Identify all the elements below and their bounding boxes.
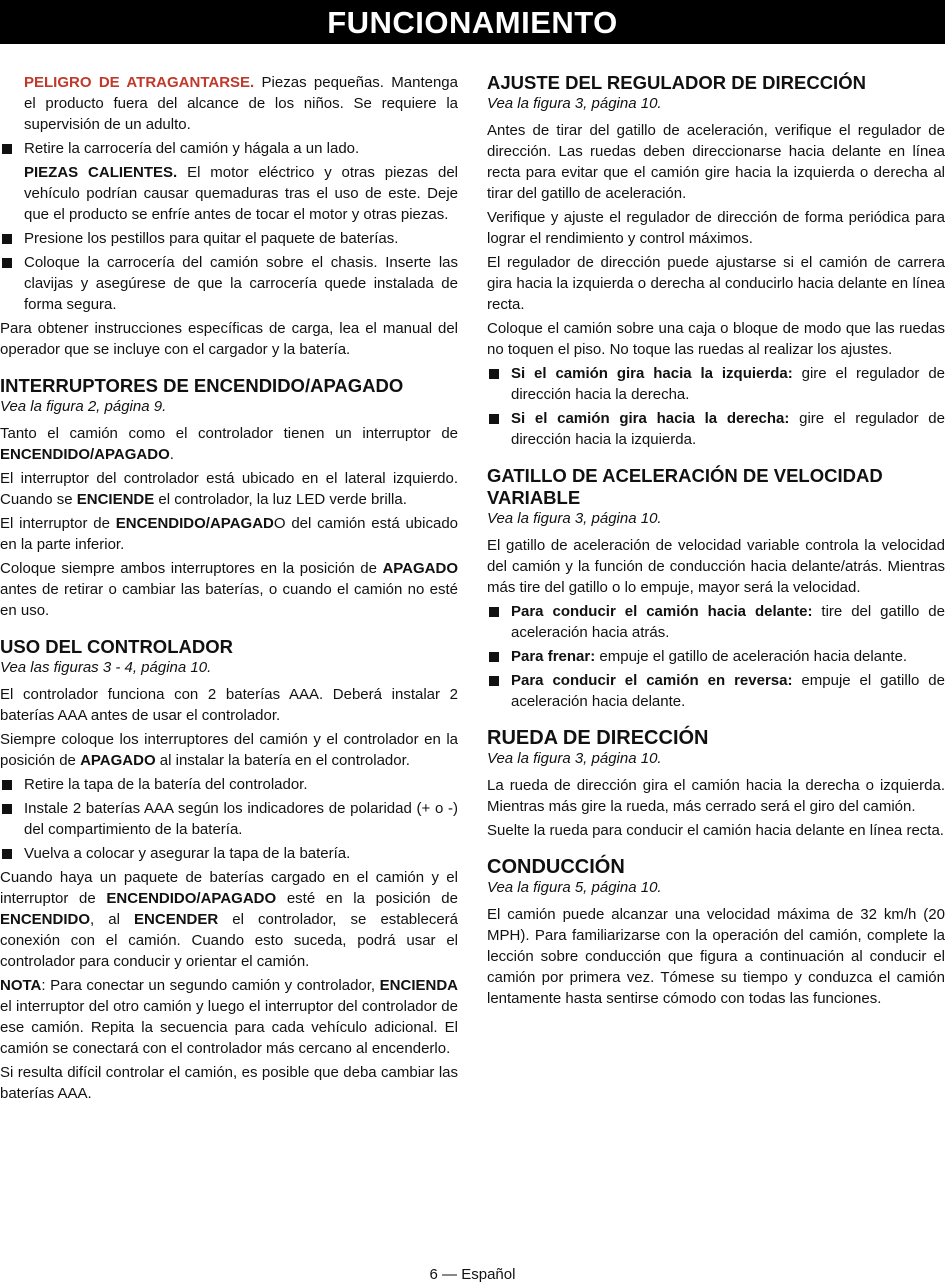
figure-reference: Vea la figura 3, página 10. — [487, 750, 662, 767]
bullet-square-icon — [2, 144, 12, 154]
list-item: Para conducir el camión en reversa: empuje el gatillo de aceleración hacia delante. — [487, 670, 945, 712]
page-banner: FUNCIONAMIENTO — [0, 0, 945, 44]
paragraph: Si resulta difícil controlar el camión, es posible que deba cambiar las baterías AAA. — [0, 1064, 458, 1102]
paragraph: El controlador funciona con 2 baterías AAA. Deberá instalar 2 baterías AAA antes de usar el controlador. — [0, 686, 458, 724]
bullet-square-icon — [489, 369, 499, 379]
page-footer: 6 — Español — [429, 1266, 516, 1283]
list-item: Retire la carrocería del camión y hágala a un lado. — [0, 138, 458, 159]
bullet-square-icon — [2, 849, 12, 859]
section-title-controller: USO DEL CONTROLADOR — [0, 636, 233, 657]
list-item: Retire la tapa de la batería del controlador. — [0, 774, 458, 795]
paragraph: La rueda de dirección gira el camión hacia la derecha o izquierda. Mientras más gire la rueda, más cerrado será el giro del camión. — [487, 777, 945, 815]
figure-reference: Vea las figuras 3 - 4, página 10. — [0, 659, 212, 676]
bullet-square-icon — [2, 234, 12, 244]
paragraph: El interruptor de ENCENDIDO/APAGADO del camión está ubicado en la parte inferior. — [0, 515, 459, 553]
bullet-square-icon — [489, 652, 499, 662]
bullet-square-icon — [489, 414, 499, 424]
left-column — [0, 72, 458, 1107]
paragraph: Antes de tirar del gatillo de aceleración, verifique el regulador de dirección. Las ruedas deben direccionarse hacia delante en línea recta para evitar que el camión gire hacia la izquierda o derecha al tirar del gatillo de aceleración. — [487, 122, 945, 202]
right-column — [487, 72, 945, 1012]
list-item: Para frenar: empuje el gatillo de aceleración hacia delante. — [487, 646, 945, 667]
paragraph: Suelte la rueda para conducir el camión hacia delante en línea recta. — [487, 822, 944, 839]
list-item: Para conducir el camión hacia delante: tire del gatillo de aceleración hacia atrás. — [487, 601, 945, 643]
list-item: Coloque la carrocería del camión sobre el chasis. Inserte las clavijas y asegúrese de que la carrocería quede instalada de forma segura. — [0, 252, 458, 315]
paragraph: Cuando haya un paquete de baterías cargado en el camión y el interruptor de ENCENDIDO/APAGADO esté en la posición de ENCENDIDO, al ENCENDER el controlador, se establecerá conexión con el camión. Cuando esto suceda, podrá usar el controlador para conducir y orientar el camión. — [0, 869, 458, 970]
note-paragraph: NOTA: Para conectar un segundo camión y controlador, ENCIENDA el interruptor del otro camión y luego el interruptor del controlador de ese camión. Repita la secuencia para cada vehículo adicional. El camión se conectará con el controlador más cercano al encenderlo. — [0, 977, 458, 1057]
list-item: Presione los pestillos para quitar el paquete de baterías. — [0, 228, 458, 249]
bullet-square-icon — [2, 258, 12, 268]
figure-reference: Vea la figura 5, página 10. — [487, 879, 662, 896]
section-title-driving: CONDUCCIÓN — [487, 856, 625, 878]
list-item: Instale 2 baterías AAA según los indicadores de polaridad (+ o -) del compartimiento de la batería. — [0, 798, 458, 840]
paragraph: Coloque siempre ambos interruptores en la posición de APAGADO antes de retirar o cambiar las baterías, o cuando el camión no esté en uso. — [0, 560, 458, 619]
bullet-square-icon — [489, 607, 499, 617]
paragraph: El regulador de dirección puede ajustarse si el camión de carrera gira hacia la izquierda o derecha al conducirlo hacia delante en línea recta. — [487, 254, 945, 313]
paragraph: Coloque el camión sobre una caja o bloque de modo que las ruedas no toquen el piso. No toque las ruedas al realizar los ajustes. — [487, 320, 945, 358]
bullet-square-icon — [489, 676, 499, 686]
paragraph: Tanto el camión como el controlador tienen un interruptor de ENCENDIDO/APAGADO. — [0, 425, 458, 463]
list-item: Si el camión gira hacia la izquierda: gire el regulador de dirección hacia la derecha. — [487, 363, 945, 405]
figure-reference: Vea la figura 3, página 10. — [487, 510, 662, 527]
list-item: Si el camión gira hacia la derecha: gire el regulador de dirección hacia la izquierda. — [487, 408, 945, 450]
section-title-steering-trim: AJUSTE DEL REGULADOR DE DIRECCIÓN — [487, 72, 866, 93]
figure-reference: Vea la figura 3, página 10. — [487, 95, 662, 112]
section-title-steering-wheel: RUEDA DE DIRECCIÓN — [487, 727, 709, 749]
warning-label: PELIGRO DE ATRAGANTARSE. — [24, 74, 255, 91]
charging-note: Para obtener instrucciones específicas de carga, lea el manual del operador que se incluye con el cargador y la batería. — [0, 320, 458, 358]
bullet-square-icon — [2, 804, 12, 814]
paragraph: El camión puede alcanzar una velocidad máxima de 32 km/h (20 MPH). Para familiarizarse con la operación del camión, complete la lección sobre conducción que figura a continuación al conducir el camión por primera vez. Tómese su tiempo y conduzca el camión lentamente hasta sentirse cómodo con todas las funciones. — [487, 906, 945, 1007]
bullet-square-icon — [2, 780, 12, 790]
paragraph: Verifique y ajuste el regulador de dirección de forma periódica para lograr el rendimiento y control máximos. — [487, 209, 945, 247]
paragraph: El interruptor del controlador está ubicado en el lateral izquierdo. Cuando se ENCIENDE el controlador, la luz LED verde brilla. — [0, 470, 458, 508]
warning-label: PIEZAS CALIENTES. — [24, 164, 178, 181]
choking-warning: PELIGRO DE ATRAGANTARSE. Piezas pequeñas. Mantenga el producto fuera del alcance de los niños. Se requiere la supervisión de un adulto. — [24, 74, 458, 133]
section-title-throttle: GATILLO DE ACELERACIÓN DE VELOCIDAD VARIABLE — [487, 465, 883, 508]
figure-reference: Vea la figura 2, página 9. — [0, 398, 167, 415]
section-title-switches: INTERRUPTORES DE ENCENDIDO/APAGADO — [0, 375, 404, 396]
list-item: Vuelva a colocar y asegurar la tapa de la batería. — [0, 843, 458, 864]
paragraph: Siempre coloque los interruptores del camión y el controlador en la posición de APAGADO al instalar la batería en el controlador. — [0, 731, 458, 769]
paragraph: El gatillo de aceleración de velocidad variable controla la velocidad del camión y la función de conducción hacia delante/atrás. Mientras más tire del gatillo o lo empuje, mayor será la velocidad. — [487, 537, 945, 596]
hot-parts-warning: PIEZAS CALIENTES. El motor eléctrico y otras piezas del vehículo podrían causar quemaduras tras el uso de este. Deje que el producto se enfríe antes de tocar el motor y otras piezas. — [24, 164, 458, 223]
